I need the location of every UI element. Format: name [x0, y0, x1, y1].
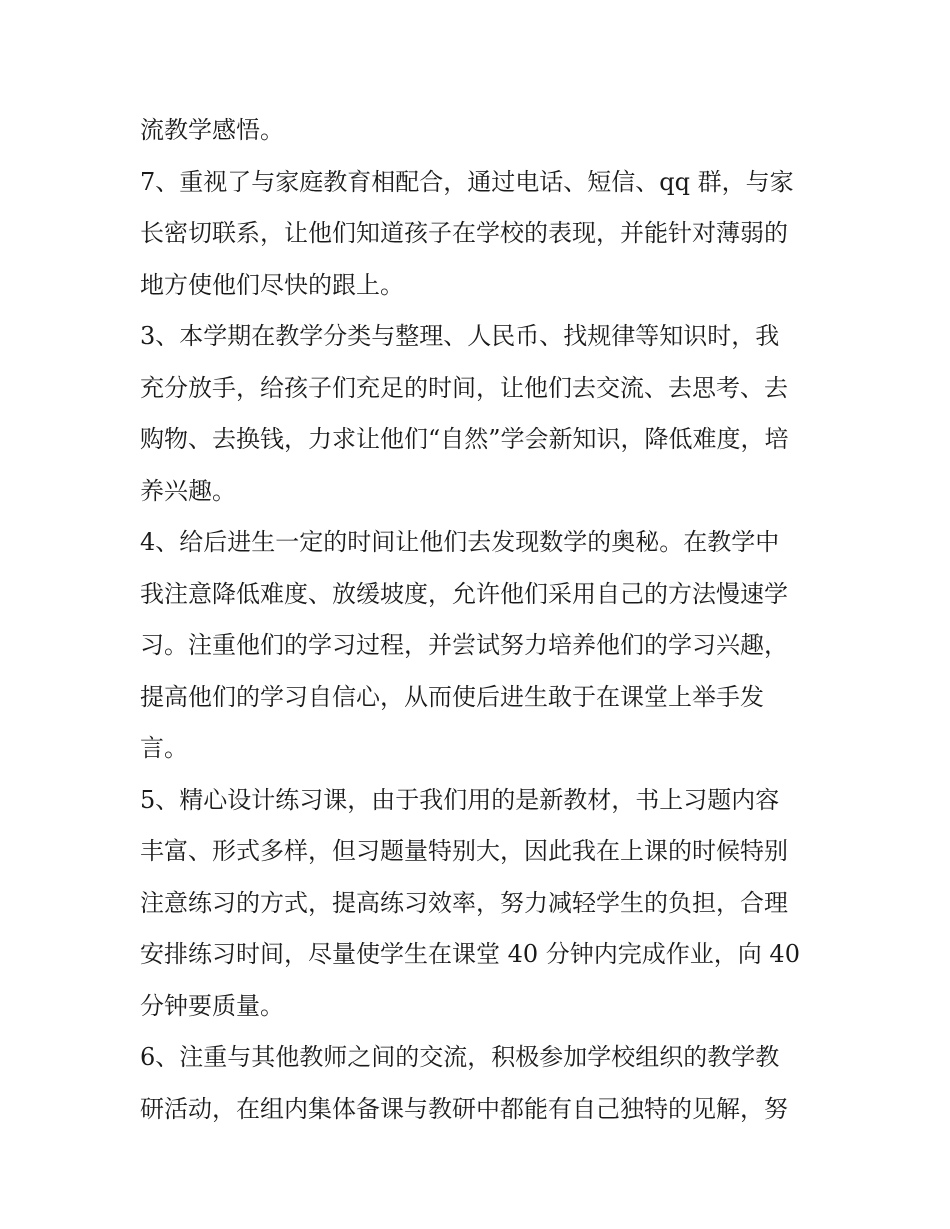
text-line: 注意练习的方式，提高练习效率，努力减轻学生的负担，合理: [140, 888, 788, 917]
text-line: 言。: [140, 734, 188, 762]
text-line: 6、注重与其他教师之间的交流，积极参加学校组织的教学教: [140, 1043, 780, 1071]
text-line: 长密切联系，让他们知道孩子在学校的表现，并能针对薄弱的: [140, 219, 788, 247]
text-line: 3、本学期在教学分类与整理、人民币、找规律等知识时，我: [140, 322, 780, 350]
text-line: 习。注重他们的学习过程，并尝试努力培养他们的学习兴趣，: [140, 631, 788, 659]
text-line: 研活动，在组内集体备课与教研中都能有自己独特的见解，努: [140, 1094, 788, 1123]
text-line: 丰富、形式多样，但习题量特别大，因此我在上课的时候特别: [140, 837, 788, 865]
text-line: 7、重视了与家庭教育相配合，通过电话、短信、qq 群，与家: [140, 167, 794, 196]
text-line: 安排练习时间，尽量使学生在课堂 40 分钟内完成作业，向 40: [140, 940, 800, 968]
text-line: 购物、去换钱，力求让他们“自然”学会新知识，降低难度，培: [140, 425, 789, 453]
text-line: 我注意降低难度、放缓坡度，允许他们采用自己的方法慢速学: [140, 579, 788, 608]
text-line: 4、给后进生一定的时间让他们去发现数学的奥秘。在教学中: [140, 528, 780, 556]
text-line: 养兴趣。: [140, 476, 236, 505]
text-line: 地方使他们尽快的跟上。: [140, 270, 404, 299]
text-line: 充分放手，给孩子们充足的时间，让他们去交流、去思考、去: [140, 373, 788, 402]
paragraph-continued: [140, 105, 815, 157]
text-line: 5、精心设计练习课，由于我们用的是新教材，书上习题内容: [140, 785, 780, 814]
text-line: 提高他们的学习自信心，从而使后进生敢于在课堂上举手发: [140, 682, 764, 711]
document-body: [140, 105, 815, 1135]
text-line: 分钟要质量。: [140, 991, 284, 1020]
paragraph-item-7: [140, 157, 815, 312]
paragraph-item-4: [140, 517, 815, 775]
paragraph-item-6: [140, 1032, 815, 1135]
paragraph-item-5: [140, 775, 815, 1033]
text-line: 流教学感悟。: [140, 116, 284, 144]
paragraph-item-3: [140, 311, 815, 517]
